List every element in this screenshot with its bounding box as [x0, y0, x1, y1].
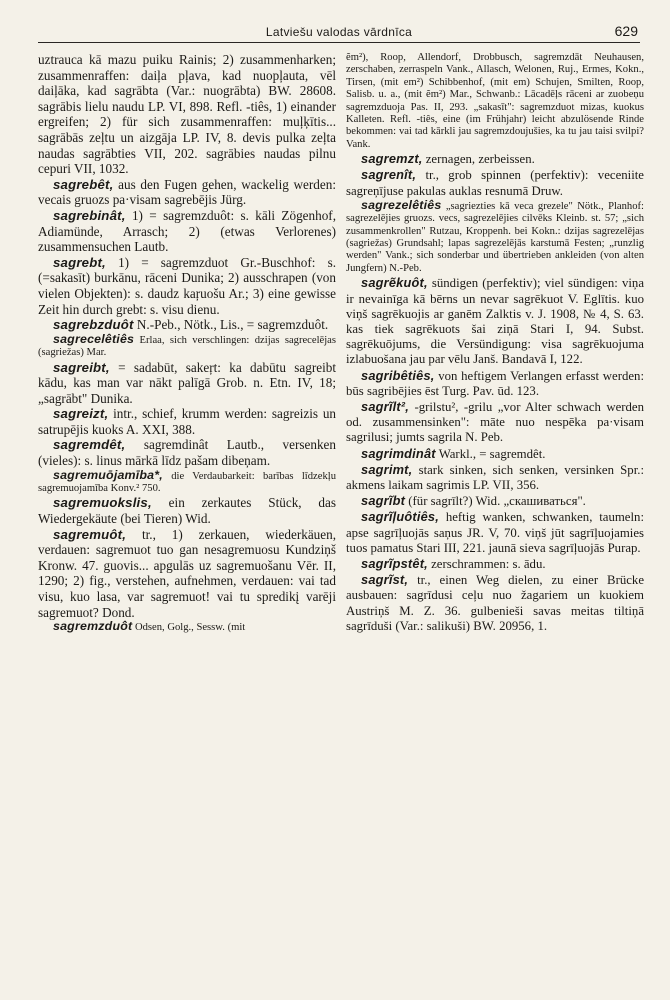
entry-text: heftig wanken, schwanken, taumeln: apse sagrīļuojās saņus JR. V, 70. viņš jūt sagrīļuojamies tuos pamatus Stari III, 221. jaunā sieva sagrīļuojās Purap. [346, 510, 644, 555]
entry-headword: sagrebinât, [53, 207, 126, 223]
dictionary-entry [38, 495, 336, 526]
entry-headword: sagrẽkuôt, [361, 275, 428, 291]
dictionary-entry [38, 360, 336, 407]
dictionary-entry [38, 208, 336, 255]
dictionary-entry [346, 509, 644, 556]
dictionary-entry [346, 151, 644, 167]
entry-headword: sagrimdinât [361, 445, 436, 461]
entry-headword: sagrĩļuôtiês, [361, 509, 439, 525]
page-number: 629 [614, 23, 638, 39]
running-title: Latviešu valodas vārdnīca [265, 25, 413, 39]
entry-text: (für sagrīlt?) Wid. „скашиваться". [408, 494, 586, 509]
entry-text: -grilstu², -grilu „vor Alter schwach werden od. zusammensinken": māte nuo nespēka pa·visam sagrilusi; jumts sagrila N. Peb. [346, 399, 644, 445]
dictionary-entry [346, 462, 644, 493]
entry-text: sündigen (perfektiv); viel sündigen: viņa ir nevainīga kā bērns un nevar sagrēkuot V. Eglītis. kuo viņš sagrēkuojis ar ganēm Zalktis v. J. 1908, № 4, S. 63. kas tiek sagrēkuots šai ziņā Stari I, 94. Subst. sagrēkuōjums, die Versündigung: visa sagrēkuojuma izlabuošana jau par vēlu Janš. Bandavā I, 122. [346, 276, 644, 367]
entry-headword: sagremzduôt [53, 619, 133, 634]
right-column [346, 52, 644, 634]
entry-headword: sagrebêt, [53, 176, 114, 192]
entry-headword: sagremdêt, [53, 437, 126, 453]
entry-text: ein zerkautes Stück, das Wiedergekäute (bei Tieren) Wid. [38, 495, 336, 527]
entry-text: N.-Peb., Nötk., Lis., = sagremzduôt. [136, 317, 329, 333]
dictionary-entry [346, 556, 644, 572]
entry-text: von heftigem Verlangen erfasst werden: būs sagribējies ēst Turg. Pav. ūd. 123. [346, 368, 645, 398]
dictionary-entry [38, 469, 336, 496]
dictionary-entry [38, 620, 336, 634]
entry-text: 1) = sagremzduot Gr.-Buschhof: s. (=sakasīt) burkānu, rāceni Dunika; 2) ausschrapen (von vielen Objekten): s. daudz kaŗuošu Ar.; 3) eine gewisse Zeit hin durch grebt: s. visu dienu. [38, 254, 336, 317]
page-header [38, 22, 640, 43]
entry-headword: sagrĩbt [361, 493, 406, 509]
entry-text: aus den Fugen gehen, wackelig werden: vecais gruozs pa·visam sagrebējis Jürg. [38, 176, 336, 208]
entry-continuation [38, 52, 336, 177]
dictionary-entry [346, 368, 644, 399]
dictionary-entry [346, 446, 644, 462]
entry-text: uztrauca kā mazu puiku Rainis; 2) zusammenharken; zusammenraffen: daiļa pļava, kad nuopļauta, vēl daiļāka, kad sagrābta (Var.: nuogrābta) BW. 28608. sagrābis lielu naudu LP. VI, 898. Refl. -tiês, 1) einander ergreifen; 2) für sich zusammenraffen: muļķītis... sagrābās zeļtu un aizgāja LP. IV, 8. devis pulka zeļta naudas sagrābties VII, 202. sagrābies naudas pilnu cepuri VII, 1032. [38, 52, 336, 177]
entry-text: tr., einen Weg dielen, zu einer Brücke ausbauen: sagrīdusi ceļu nuo žagariem un kuokiem Austriņš M. Z. 36. gulbenieši savas meitas tiltiņā sagrīduši (Var.: salikuši) BW. 20956, 1. [346, 573, 645, 633]
entry-headword: sagremuōjamība*, [53, 467, 163, 482]
entry-text: die Verdaubarkeit: barības līdzekļu sagremuojamība Konv.² 750. [38, 470, 336, 495]
entry-text: = sadabūt, sakeŗt: ka dabūtu sagreibt kādu, kas man var nākt palīgā Grob. n. Etn. IV, 18; „sagrābt" Dunika. [38, 359, 336, 406]
entry-text: tr., grob spinnen (perfektiv): veceniite sagreņījuse pakulas auklas resnumā Druw. [346, 168, 644, 198]
entry-continuation [346, 52, 644, 151]
dictionary-entry [346, 399, 644, 446]
entry-text: ẽm²), Roop, Allendorf, Drobbusch, sagremzdāt Neuhausen, zerschaben, zerraspeln Vank., Allasch, Welonen, Ruj., Ermes, Kokn., Tirsen, (mit em²) Schibbenhof, (mit em) Schujen, Smilten, Roop, Salisb. u. a., (mit ẽm²) Mar., Schwanb.: Lācadēļs rāceni ar zuobeņu sagremzduoja Pas. II, 293. „sakasīt": sagremzduot mizas, kuokus Kalleten. Refl. -tiês, eine (im Frühjahr) leicht abzulösende Rinde bekommen: vai tad kārkli jau sagremzdoujušies, ka tu jau taisi svilpi? Vank. [346, 52, 644, 150]
entry-headword: sagrimt, [361, 461, 413, 477]
dictionary-entry [38, 527, 336, 621]
entry-headword: sagribêtiês, [361, 367, 435, 383]
entry-text: Warkl., = sagremdêt. [438, 446, 546, 461]
entry-headword: sagremzt, [361, 151, 423, 167]
dictionary-entry [346, 199, 644, 275]
entry-text: zerschrammen: s. ādu. [431, 556, 546, 571]
dictionary-entry [346, 167, 644, 198]
entry-headword: sagrezelêtiês [361, 197, 442, 212]
entry-headword: sagreibt, [53, 359, 110, 375]
dictionary-entry [38, 333, 336, 360]
dictionary-entry [38, 406, 336, 437]
entry-text: Erlaa, sich verschlingen: dzijas sagrecelējas (sagriežas) Mar. [38, 334, 336, 359]
left-column [38, 52, 336, 635]
entry-headword: sagrecelêtiês [53, 331, 135, 346]
dictionary-entry [346, 572, 644, 634]
entry-text: intr., schief, krumm werden: sagreizis un satrupējis kuoks A. XXI, 388. [38, 406, 337, 437]
entry-text: stark sinken, sich senken, versinken Spr.: akmens laikam sagrimis LP. VII, 356. [346, 462, 644, 492]
entry-headword: sagremuôt, [53, 526, 127, 542]
entry-text: tr., 1) zerkauen, wiederkäuen, verdauen: sagremuot tuo gan nesagremuosu Kundziņš Kronw. 47. guovis... apgulās uz sagremuošanu Vēr. II, 1290; 2) fig., verstehen, aufnehmen, verdauen: vai tad visu, kuo lasa, var sagremuot! vai tu spredikį varēji sagremuot? Dond. [38, 526, 337, 620]
dictionary-entry [38, 437, 336, 468]
entry-headword: sagrĩpstêt, [361, 555, 428, 571]
entry-text: „sagriezties kā veca grezele" Nötk., Planhof: sagrezelējies gruozs. vecs, sagrezelējies cilvēks Kleinb. st. 57; „sich zusammenkrollen" Rutzau, Kroppenh. bei Kokn.: dzijas sagrezelējas (sagriežas) Grundsahl; lapas sagrezelējās karstumā Festen; „runzlig werden" Vank.; sich sonderbar und übertrieben ankleiden (von alten Jungfern) N.-Peb. [346, 200, 644, 274]
entry-headword: sagremuokslis, [53, 495, 152, 511]
dictionary-entry [38, 317, 336, 333]
entry-headword: sagrĩst, [361, 572, 409, 588]
entry-headword: sagrebt, [53, 254, 106, 270]
entry-headword: sagreizt, [53, 406, 109, 422]
entry-text: 1) = sagremzduôt: s. kāli Zögenhof, Adiamünde, Arrasch; 2) (etwas Verlorenes) zusammensuchen Lautb. [38, 207, 336, 255]
dictionary-entry [38, 177, 336, 208]
dictionary-entry [38, 255, 336, 317]
dictionary-entry [346, 493, 644, 509]
dictionary-entry [346, 275, 644, 367]
entry-text: zernagen, zerbeissen. [425, 152, 535, 167]
entry-headword: sagrĩlt², [361, 398, 410, 414]
entry-text: Odsen, Golg., Sessw. (mit [134, 622, 246, 634]
entry-headword: sagrebzduôt [53, 317, 134, 333]
entry-headword: sagrenît, [361, 167, 417, 183]
entry-text: sagremdinât Lautb., versenken (vieles): s. linus mārkā līdz pašam dibeņam. [38, 437, 336, 469]
